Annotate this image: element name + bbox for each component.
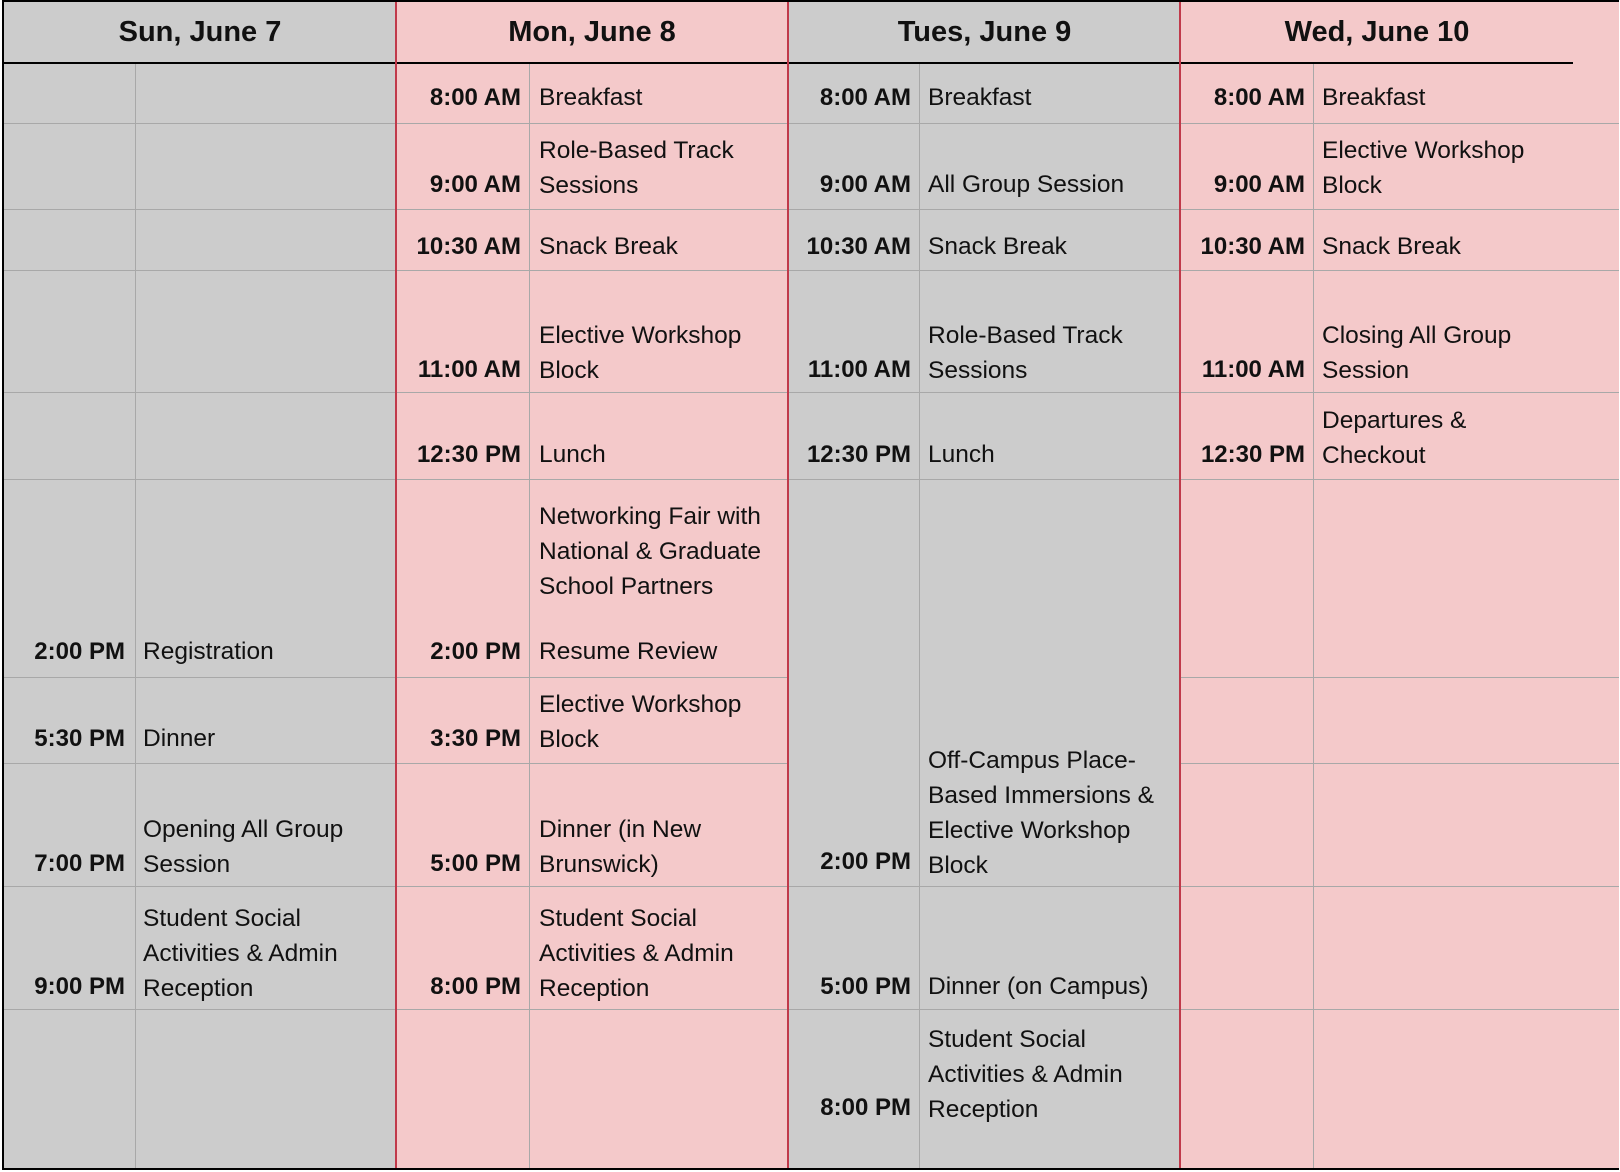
event-title: Elective Workshop Block [539, 691, 742, 753]
event-time: 10:30 AM [806, 233, 911, 260]
event-title: Snack Break [1322, 233, 1461, 260]
event-title: Elective Workshop Block [1322, 137, 1525, 199]
event-title: Breakfast [1322, 84, 1426, 111]
event-title: Student Social Activities & Admin Reception [539, 905, 734, 1002]
event-title: Lunch [928, 441, 995, 468]
event-title: Elective Workshop Block [539, 322, 742, 384]
event-title: Registration [143, 638, 274, 665]
event-time: 10:30 AM [1200, 233, 1305, 260]
event-time: 12:30 PM [806, 441, 911, 468]
event-time: 2:00 PM [430, 638, 521, 665]
event-time: 3:30 PM [430, 725, 521, 752]
event-title: Role-Based Track Sessions [539, 137, 734, 199]
event-time: 11:00 AM [1201, 356, 1305, 383]
event-title: Lunch [539, 441, 606, 468]
event-time: 2:00 PM [820, 848, 911, 875]
event-title: Opening All Group Session [143, 816, 344, 878]
event-time: 9:00 AM [1213, 171, 1305, 198]
event-title: Breakfast [928, 84, 1032, 111]
event-title: Snack Break [928, 233, 1067, 260]
event-time: 12:30 PM [1200, 441, 1305, 468]
event-title: Networking Fair with National & Graduate School Partners [539, 503, 761, 600]
event-time: 12:30 PM [416, 441, 521, 468]
event-title: Dinner (in New Brunswick) [539, 816, 702, 878]
event-time: 8:00 PM [430, 973, 521, 1000]
event-time: 11:00 AM [807, 356, 911, 383]
event-time: 7:00 PM [34, 850, 125, 877]
day-header: Mon, June 8 [397, 2, 787, 64]
day-column-wed [1179, 2, 1619, 1168]
day-column-tue [789, 2, 1180, 1168]
day-column-sun [4, 2, 396, 1168]
event-time: 8:00 AM [429, 84, 521, 111]
schedule-grid [2, 0, 1619, 1170]
day-header: Tues, June 9 [789, 2, 1180, 64]
event-time: 8:00 PM [820, 1094, 911, 1121]
event-title: Closing All Group Session [1322, 322, 1512, 384]
event-time: 9:00 AM [429, 171, 521, 198]
column-divider [1313, 64, 1314, 1168]
event-title: Student Social Activities & Admin Reception [928, 1026, 1123, 1123]
column-divider [135, 64, 136, 1168]
event-time: 11:00 AM [417, 356, 521, 383]
event-title: Resume Review [539, 638, 718, 665]
event-time: 5:00 PM [430, 850, 521, 877]
event-time: 5:30 PM [34, 725, 125, 752]
event-title: Dinner (on Campus) [928, 973, 1149, 1000]
event-time: 2:00 PM [34, 638, 125, 665]
event-time: 8:00 AM [819, 84, 911, 111]
event-time: 9:00 PM [34, 973, 125, 1000]
day-column-mon [395, 2, 789, 1168]
event-title: All Group Session [928, 171, 1125, 198]
event-time: 8:00 AM [1213, 84, 1305, 111]
event-time: 5:00 PM [820, 973, 911, 1000]
column-divider [529, 64, 530, 1168]
event-title: Snack Break [539, 233, 678, 260]
event-title: Student Social Activities & Admin Reception [143, 905, 338, 1002]
day-header: Wed, June 10 [1181, 2, 1573, 64]
event-title: Role-Based Track Sessions [928, 322, 1123, 384]
column-divider [919, 64, 920, 1168]
event-title: Dinner [143, 725, 216, 752]
event-time: 9:00 AM [819, 171, 911, 198]
day-header: Sun, June 7 [4, 2, 396, 64]
event-title: Departures & Checkout [1322, 407, 1467, 469]
event-title: Breakfast [539, 84, 643, 111]
event-time: 10:30 AM [416, 233, 521, 260]
event-title: Off-Campus Place- Based Immersions & Elective Workshop Block [928, 747, 1155, 879]
